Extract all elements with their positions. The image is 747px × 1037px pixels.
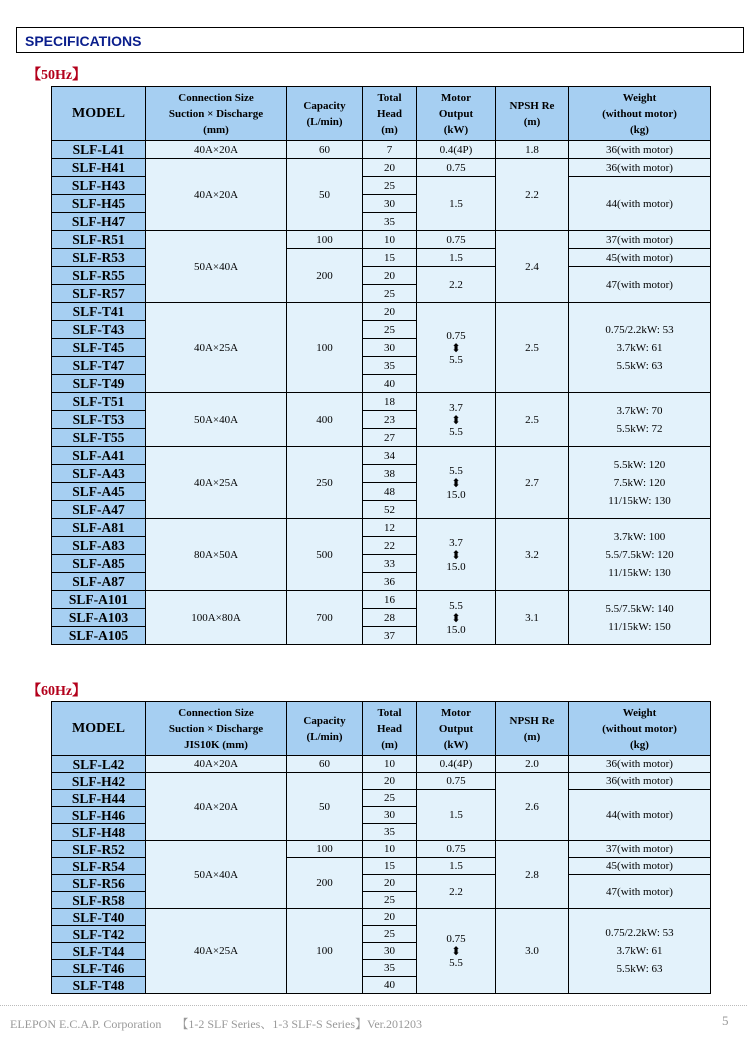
model-cell: SLF-H48 xyxy=(52,824,146,841)
capacity-cell: 200 xyxy=(287,249,363,303)
model-cell: SLF-A47 xyxy=(52,501,146,519)
motor-cell: 0.75 xyxy=(417,773,496,790)
model-cell: SLF-R51 xyxy=(52,231,146,249)
connection-cell: 100A×80A xyxy=(146,591,287,645)
weight-cell: 0.75/2.2kW: 53 3.7kW: 61 5.5kW: 63 xyxy=(569,303,711,393)
model-cell: SLF-T49 xyxy=(52,375,146,393)
col-header-capacity: Capacity (L/min) xyxy=(287,87,363,141)
model-cell: SLF-A45 xyxy=(52,483,146,501)
model-cell: SLF-R57 xyxy=(52,285,146,303)
npsh-cell: 2.0 xyxy=(496,756,569,773)
npsh-cell: 3.0 xyxy=(496,909,569,994)
footer-divider xyxy=(0,1005,747,1006)
head-cell: 10 xyxy=(363,231,417,249)
table-row xyxy=(52,756,711,773)
head-cell: 30 xyxy=(363,943,417,960)
table-row xyxy=(52,841,711,858)
footer-series: 【1-2 SLF Series、1-3 SLF-S Series】Ver.201203 xyxy=(176,1017,423,1031)
model-cell: SLF-H43 xyxy=(52,177,146,195)
model-cell: SLF-T55 xyxy=(52,429,146,447)
weight-cell: 3.7kW: 100 5.5/7.5kW: 120 11/15kW: 130 xyxy=(569,519,711,591)
weight-cell: 47(with motor) xyxy=(569,267,711,303)
col-header-motor: Motor Output (kW) xyxy=(417,702,496,756)
header-row xyxy=(52,702,711,756)
head-cell: 20 xyxy=(363,303,417,321)
weight-cell: 44(with motor) xyxy=(569,177,711,231)
head-cell: 15 xyxy=(363,858,417,875)
spec-table-60hz xyxy=(51,701,711,994)
table-row xyxy=(52,591,711,609)
model-cell: SLF-A87 xyxy=(52,573,146,591)
head-cell: 36 xyxy=(363,573,417,591)
weight-cell: 44(with motor) xyxy=(569,790,711,841)
range-arrow-icon: ⬍ xyxy=(450,340,462,355)
weight-cell: 37(with motor) xyxy=(569,841,711,858)
capacity-cell: 500 xyxy=(287,519,363,591)
motor-cell: 1.5 xyxy=(417,249,496,267)
head-cell: 28 xyxy=(363,609,417,627)
col-header-weight: Weight (without motor) (kg) xyxy=(569,702,711,756)
capacity-cell: 400 xyxy=(287,393,363,447)
motor-range-cell: 5.5 ⬍ 15.0 xyxy=(417,591,496,645)
model-cell: SLF-A43 xyxy=(52,465,146,483)
connection-cell: 40A×25A xyxy=(146,303,287,393)
capacity-cell: 200 xyxy=(287,858,363,909)
weight-cell: 36(with motor) xyxy=(569,773,711,790)
motor-cell: 2.2 xyxy=(417,267,496,303)
capacity-cell: 100 xyxy=(287,909,363,994)
col-header-head: Total Head (m) xyxy=(363,702,417,756)
motor-range-cell: 3.7 ⬍ 15.0 xyxy=(417,519,496,591)
npsh-cell: 2.8 xyxy=(496,841,569,909)
capacity-cell: 50 xyxy=(287,159,363,231)
model-cell: SLF-T47 xyxy=(52,357,146,375)
connection-cell: 50A×40A xyxy=(146,231,287,303)
npsh-cell: 2.4 xyxy=(496,231,569,303)
motor-cell: 0.4(4P) xyxy=(417,141,496,159)
npsh-cell: 2.5 xyxy=(496,303,569,393)
model-cell: SLF-A41 xyxy=(52,447,146,465)
model-cell: SLF-A85 xyxy=(52,555,146,573)
connection-cell: 40A×25A xyxy=(146,909,287,994)
head-cell: 15 xyxy=(363,249,417,267)
model-cell: SLF-R58 xyxy=(52,892,146,909)
model-cell: SLF-T40 xyxy=(52,909,146,926)
npsh-cell: 3.2 xyxy=(496,519,569,591)
weight-cell: 36(with motor) xyxy=(569,756,711,773)
col-header-model: MODEL xyxy=(52,702,146,756)
spec-table-50hz xyxy=(51,86,711,645)
connection-cell: 40A×20A xyxy=(146,141,287,159)
connection-cell: 80A×50A xyxy=(146,519,287,591)
capacity-cell: 100 xyxy=(287,841,363,858)
head-cell: 52 xyxy=(363,501,417,519)
model-cell: SLF-R55 xyxy=(52,267,146,285)
range-arrow-icon: ⬍ xyxy=(450,475,462,490)
head-cell: 33 xyxy=(363,555,417,573)
weight-cell: 47(with motor) xyxy=(569,875,711,909)
motor-range-cell: 0.75 ⬍ 5.5 xyxy=(417,303,496,393)
head-cell: 27 xyxy=(363,429,417,447)
table-row xyxy=(52,159,711,177)
weight-cell: 45(with motor) xyxy=(569,249,711,267)
model-cell: SLF-R54 xyxy=(52,858,146,875)
capacity-cell: 100 xyxy=(287,303,363,393)
col-header-npsh: NPSH Re (m) xyxy=(496,702,569,756)
head-cell: 25 xyxy=(363,177,417,195)
section-title: SPECIFICATIONS xyxy=(16,27,744,53)
npsh-cell: 3.1 xyxy=(496,591,569,645)
motor-cell: 0.4(4P) xyxy=(417,756,496,773)
head-cell: 20 xyxy=(363,267,417,285)
capacity-cell: 700 xyxy=(287,591,363,645)
head-cell: 22 xyxy=(363,537,417,555)
table-title-60hz: 【60Hz】 xyxy=(27,684,87,699)
model-cell: SLF-T53 xyxy=(52,411,146,429)
head-cell: 25 xyxy=(363,321,417,339)
col-header-model: MODEL xyxy=(52,87,146,141)
model-cell: SLF-A103 xyxy=(52,609,146,627)
motor-cell: 2.2 xyxy=(417,875,496,909)
col-header-weight: Weight (without motor) (kg) xyxy=(569,87,711,141)
motor-range-cell: 5.5 ⬍ 15.0 xyxy=(417,447,496,519)
head-cell: 20 xyxy=(363,909,417,926)
model-cell: SLF-H47 xyxy=(52,213,146,231)
head-cell: 12 xyxy=(363,519,417,537)
motor-range-cell: 3.7 ⬍ 5.5 xyxy=(417,393,496,447)
col-header-connection: Connection Size Suction × Discharge (mm) xyxy=(146,87,287,141)
head-cell: 20 xyxy=(363,875,417,892)
weight-cell: 37(with motor) xyxy=(569,231,711,249)
header-row xyxy=(52,87,711,141)
head-cell: 35 xyxy=(363,357,417,375)
model-cell: SLF-H42 xyxy=(52,773,146,790)
model-cell: SLF-A105 xyxy=(52,627,146,645)
head-cell: 40 xyxy=(363,375,417,393)
motor-cell: 1.5 xyxy=(417,858,496,875)
head-cell: 25 xyxy=(363,285,417,303)
npsh-cell: 2.5 xyxy=(496,393,569,447)
model-cell: SLF-R52 xyxy=(52,841,146,858)
head-cell: 48 xyxy=(363,483,417,501)
table-title-50hz: 【50Hz】 xyxy=(27,68,87,83)
npsh-cell: 1.8 xyxy=(496,141,569,159)
connection-cell: 40A×20A xyxy=(146,756,287,773)
model-cell: SLF-A81 xyxy=(52,519,146,537)
footer-company: ELEPON E.C.A.P. Corporation xyxy=(10,1017,162,1031)
head-cell: 40 xyxy=(363,977,417,994)
table-row xyxy=(52,393,711,411)
head-cell: 7 xyxy=(363,141,417,159)
weight-cell: 5.5kW: 120 7.5kW: 120 11/15kW: 130 xyxy=(569,447,711,519)
capacity-cell: 100 xyxy=(287,231,363,249)
model-cell: SLF-T51 xyxy=(52,393,146,411)
model-cell: SLF-R56 xyxy=(52,875,146,892)
model-cell: SLF-H44 xyxy=(52,790,146,807)
capacity-cell: 250 xyxy=(287,447,363,519)
model-cell: SLF-T44 xyxy=(52,943,146,960)
model-cell: SLF-R53 xyxy=(52,249,146,267)
col-header-connection: Connection Size Suction × Discharge JIS10K (mm) xyxy=(146,702,287,756)
motor-cell: 1.5 xyxy=(417,790,496,841)
model-cell: SLF-T41 xyxy=(52,303,146,321)
footer xyxy=(10,1015,422,1032)
table-row xyxy=(52,447,711,465)
capacity-cell: 50 xyxy=(287,773,363,841)
head-cell: 20 xyxy=(363,159,417,177)
head-cell: 20 xyxy=(363,773,417,790)
npsh-cell: 2.7 xyxy=(496,447,569,519)
head-cell: 18 xyxy=(363,393,417,411)
head-cell: 10 xyxy=(363,841,417,858)
motor-cell: 0.75 xyxy=(417,841,496,858)
model-cell: SLF-H46 xyxy=(52,807,146,824)
head-cell: 23 xyxy=(363,411,417,429)
head-cell: 25 xyxy=(363,926,417,943)
connection-cell: 50A×40A xyxy=(146,393,287,447)
head-cell: 38 xyxy=(363,465,417,483)
model-cell: SLF-T46 xyxy=(52,960,146,977)
model-cell: SLF-A83 xyxy=(52,537,146,555)
model-cell: SLF-T42 xyxy=(52,926,146,943)
model-cell: SLF-A101 xyxy=(52,591,146,609)
model-cell: SLF-T45 xyxy=(52,339,146,357)
model-cell: SLF-L42 xyxy=(52,756,146,773)
range-arrow-icon: ⬍ xyxy=(450,610,462,625)
head-cell: 34 xyxy=(363,447,417,465)
weight-cell: 3.7kW: 70 5.5kW: 72 xyxy=(569,393,711,447)
head-cell: 30 xyxy=(363,807,417,824)
head-cell: 30 xyxy=(363,339,417,357)
npsh-cell: 2.6 xyxy=(496,773,569,841)
table-row xyxy=(52,519,711,537)
range-arrow-icon: ⬍ xyxy=(450,547,462,562)
motor-range-cell: 0.75 ⬍ 5.5 xyxy=(417,909,496,994)
connection-cell: 40A×25A xyxy=(146,447,287,519)
col-header-npsh: NPSH Re (m) xyxy=(496,87,569,141)
table-row xyxy=(52,909,711,926)
motor-cell: 1.5 xyxy=(417,177,496,231)
table-row xyxy=(52,231,711,249)
range-arrow-icon: ⬍ xyxy=(450,412,462,427)
weight-cell: 5.5/7.5kW: 140 11/15kW: 150 xyxy=(569,591,711,645)
model-cell: SLF-T43 xyxy=(52,321,146,339)
table-row xyxy=(52,303,711,321)
model-cell: SLF-L41 xyxy=(52,141,146,159)
capacity-cell: 60 xyxy=(287,756,363,773)
weight-cell: 36(with motor) xyxy=(569,159,711,177)
head-cell: 10 xyxy=(363,756,417,773)
head-cell: 30 xyxy=(363,195,417,213)
head-cell: 35 xyxy=(363,960,417,977)
connection-cell: 50A×40A xyxy=(146,841,287,909)
motor-cell: 0.75 xyxy=(417,231,496,249)
weight-cell: 45(with motor) xyxy=(569,858,711,875)
npsh-cell: 2.2 xyxy=(496,159,569,231)
head-cell: 25 xyxy=(363,892,417,909)
connection-cell: 40A×20A xyxy=(146,773,287,841)
weight-cell: 0.75/2.2kW: 53 3.7kW: 61 5.5kW: 63 xyxy=(569,909,711,994)
weight-cell: 36(with motor) xyxy=(569,141,711,159)
connection-cell: 40A×20A xyxy=(146,159,287,231)
model-cell: SLF-T48 xyxy=(52,977,146,994)
capacity-cell: 60 xyxy=(287,141,363,159)
col-header-head: Total Head (m) xyxy=(363,87,417,141)
model-cell: SLF-H41 xyxy=(52,159,146,177)
motor-cell: 0.75 xyxy=(417,159,496,177)
head-cell: 25 xyxy=(363,790,417,807)
col-header-capacity: Capacity (L/min) xyxy=(287,702,363,756)
head-cell: 35 xyxy=(363,213,417,231)
range-arrow-icon: ⬍ xyxy=(450,944,462,958)
head-cell: 35 xyxy=(363,824,417,841)
col-header-motor: Motor Output (kW) xyxy=(417,87,496,141)
head-cell: 16 xyxy=(363,591,417,609)
head-cell: 37 xyxy=(363,627,417,645)
table-row xyxy=(52,773,711,790)
page-number: 5 xyxy=(722,1013,729,1028)
model-cell: SLF-H45 xyxy=(52,195,146,213)
table-row xyxy=(52,141,711,159)
